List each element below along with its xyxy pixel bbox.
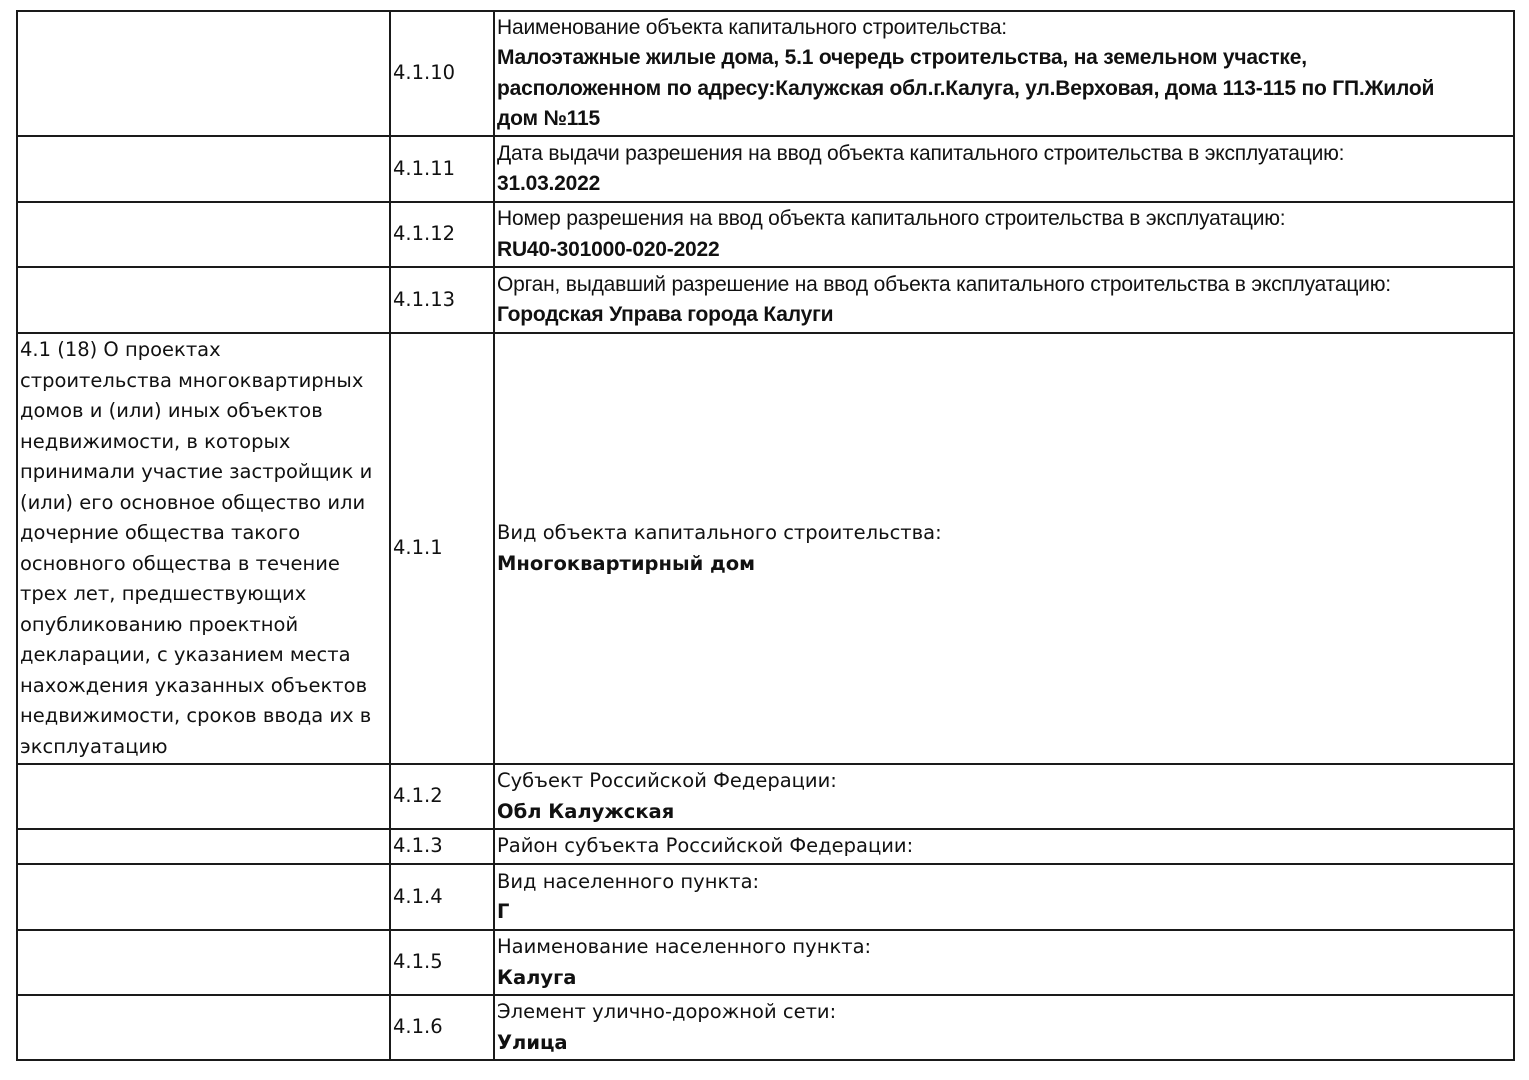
section-line: опубликованию проектной bbox=[20, 612, 299, 636]
item-label: Вид объекта капитального строительства: bbox=[497, 521, 942, 544]
table-row bbox=[17, 764, 1514, 829]
section-line: дочерние общества такого bbox=[20, 521, 301, 544]
item-number: 4.1.11 bbox=[390, 136, 494, 202]
item-content bbox=[494, 333, 1514, 764]
item-number: 4.1.6 bbox=[390, 995, 494, 1060]
section-line: строительства многоквартирных bbox=[20, 368, 364, 392]
table-row bbox=[17, 136, 1514, 202]
table-row bbox=[17, 333, 1514, 764]
section-description bbox=[17, 333, 390, 764]
section-line: нахождения указанных объектов bbox=[20, 673, 368, 697]
table-row bbox=[17, 202, 1514, 267]
section-line: (или) его основное общество или bbox=[20, 490, 366, 514]
item-number: 4.1.2 bbox=[390, 764, 494, 829]
item-label: Вид населенного пункта: bbox=[497, 869, 760, 893]
item-number: 4.1.10 bbox=[390, 11, 494, 136]
table-row bbox=[17, 267, 1514, 333]
item-value: Обл Калужская bbox=[497, 799, 675, 823]
section-cell bbox=[17, 930, 390, 995]
item-value: RU40-301000-020-2022 bbox=[497, 237, 720, 261]
item-number: 4.1.12 bbox=[390, 202, 494, 267]
item-label: Наименование объекта капитального строительства: bbox=[497, 15, 1007, 39]
item-content bbox=[494, 11, 1514, 136]
item-value: Городская Управа города Калуги bbox=[497, 303, 834, 326]
item-content bbox=[494, 829, 1514, 864]
section-line: недвижимости, в которых bbox=[20, 429, 291, 453]
item-label: Наименование населенного пункта: bbox=[497, 935, 872, 958]
table-row bbox=[17, 995, 1514, 1060]
item-number: 4.1.3 bbox=[390, 829, 494, 864]
item-content bbox=[494, 930, 1514, 995]
section-cell bbox=[17, 11, 390, 136]
table-row bbox=[17, 930, 1514, 995]
item-number: 4.1.1 bbox=[390, 333, 494, 764]
section-line: основного общества в течение bbox=[20, 551, 340, 575]
item-number: 4.1.4 bbox=[390, 864, 494, 930]
section-cell bbox=[17, 864, 390, 930]
section-cell bbox=[17, 829, 390, 864]
section-cell bbox=[17, 764, 390, 829]
declaration-table bbox=[16, 10, 1515, 1061]
item-content bbox=[494, 864, 1514, 930]
item-value: Улица bbox=[497, 1030, 568, 1054]
section-cell bbox=[17, 995, 390, 1060]
section-line: декларации, с указанием места bbox=[20, 643, 351, 666]
item-content bbox=[494, 764, 1514, 829]
item-content bbox=[494, 267, 1514, 333]
item-label: Орган, выдавший разрешение на ввод объекта капитального строительства в эксплуатацию: bbox=[497, 272, 1391, 296]
section-cell bbox=[17, 136, 390, 202]
item-label: Район субъекта Российской Федерации: bbox=[497, 834, 914, 858]
item-value-line: дом №115 bbox=[497, 107, 600, 130]
table-row bbox=[17, 11, 1514, 136]
item-value: Г bbox=[497, 900, 510, 923]
section-line: недвижимости, сроков ввода их в bbox=[20, 704, 372, 727]
section-line: домов и (или) иных объектов bbox=[20, 399, 323, 422]
table-row bbox=[17, 864, 1514, 930]
item-value: Многоквартирный дом bbox=[497, 551, 756, 575]
item-value-line: расположенном по адресу:Калужская обл.г.Калуга, ул.Верховая, дома 113-115 по ГП.Жилой bbox=[497, 76, 1435, 100]
item-content bbox=[494, 202, 1514, 267]
section-line: эксплуатацию bbox=[20, 734, 168, 758]
item-number: 4.1.5 bbox=[390, 930, 494, 995]
item-value: 31.03.2022 bbox=[497, 172, 601, 195]
item-label: Субъект Российской Федерации: bbox=[497, 769, 837, 792]
item-value: Калуга bbox=[497, 965, 577, 989]
section-cell bbox=[17, 267, 390, 333]
item-number: 4.1.13 bbox=[390, 267, 494, 333]
section-line: принимали участие застройщик и bbox=[20, 460, 373, 483]
item-value-line: Малоэтажные жилые дома, 5.1 очередь строительства, на земельном участке, bbox=[497, 46, 1307, 69]
item-content bbox=[494, 136, 1514, 202]
section-cell bbox=[17, 202, 390, 267]
section-line: 4.1 (18) О проектах bbox=[20, 338, 221, 361]
item-content bbox=[494, 995, 1514, 1060]
item-label: Номер разрешения на ввод объекта капитального строительства в эксплуатацию: bbox=[497, 207, 1286, 230]
section-line: трех лет, предшествующих bbox=[20, 582, 307, 605]
item-label: Дата выдачи разрешения на ввод объекта капитального строительства в эксплуатацию: bbox=[497, 141, 1345, 165]
item-label: Элемент улично-дорожной сети: bbox=[497, 1000, 837, 1023]
table-row bbox=[17, 829, 1514, 864]
